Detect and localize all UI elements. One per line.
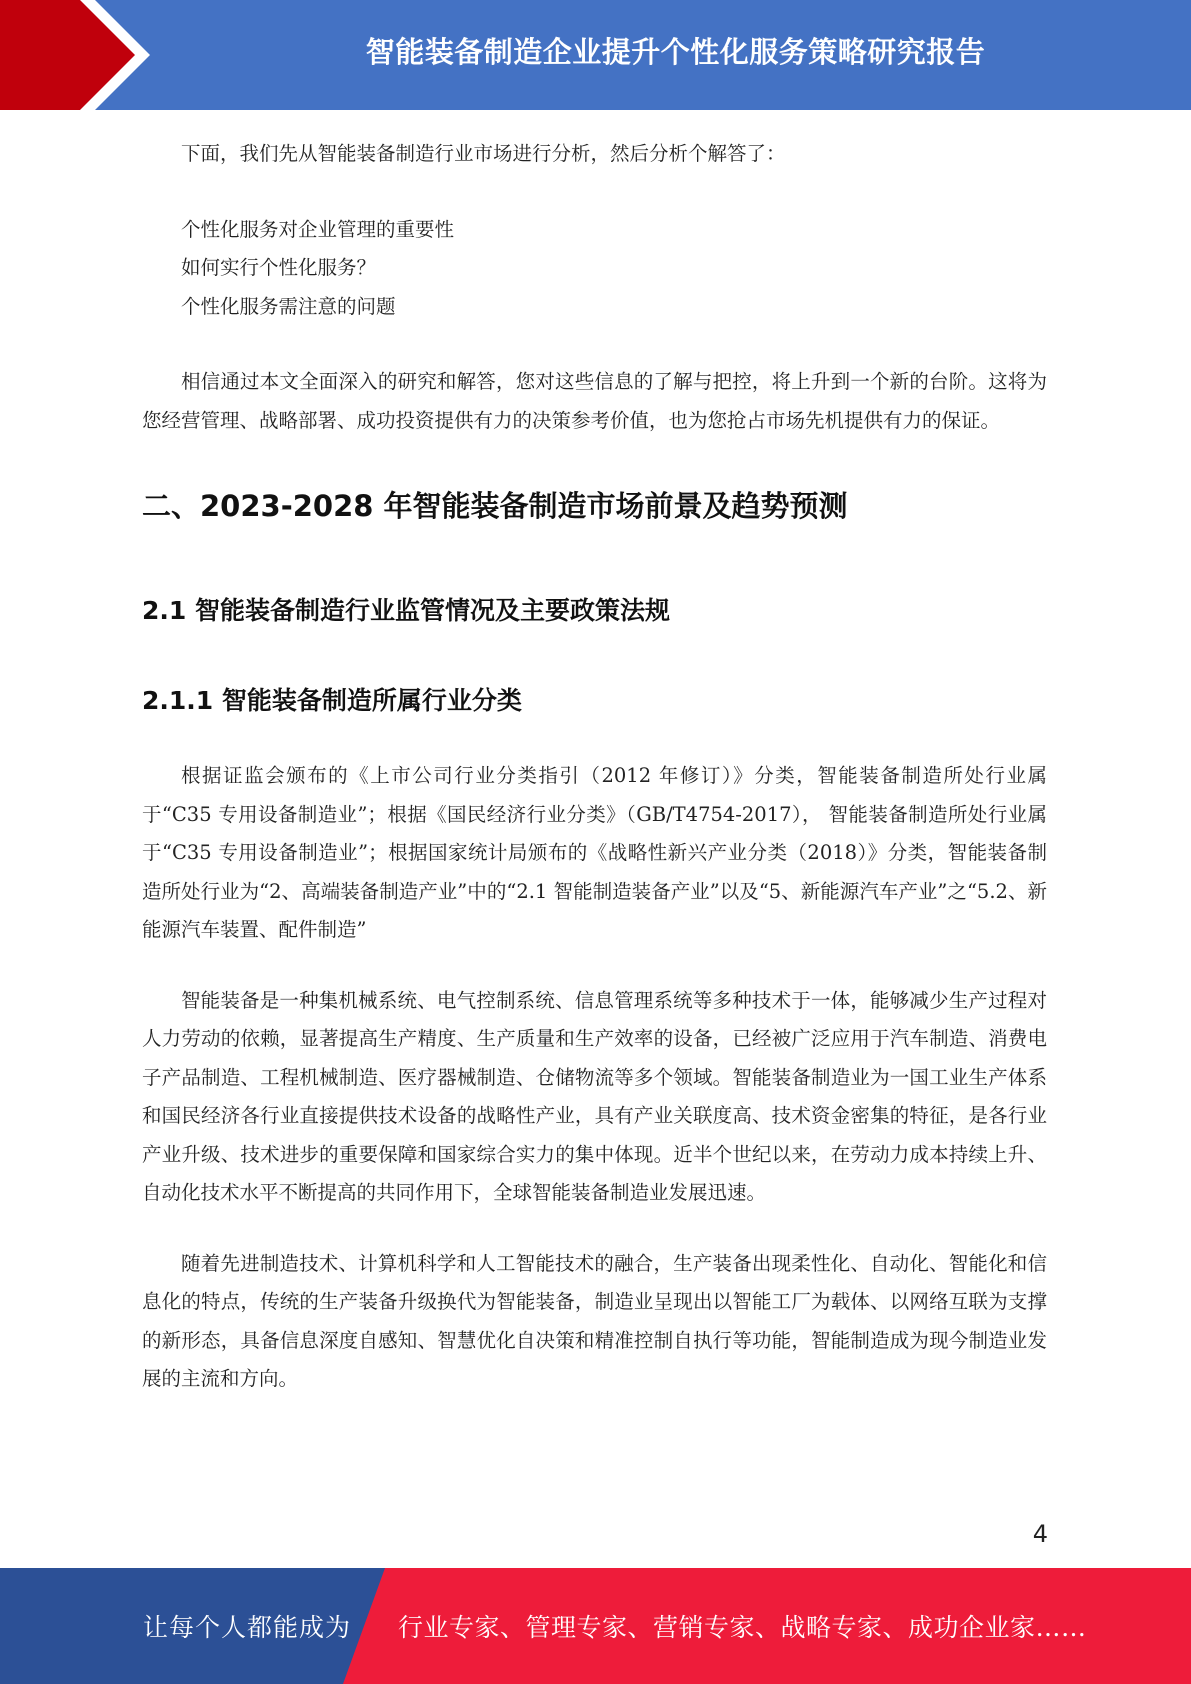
list-item: 个性化服务对企业管理的重要性 [181,217,455,241]
body-paragraph: 根据证监会颁布的《上市公司行业分类指引（2012 年修订）》分类，智能装备制造所处行业属于“C35 专用设备制造业”；根据《国民经济行业分类》（GB/T4754-2017）， 智能装备制造所处行业属于“C35 专用设备制造业”；根据国家统计局颁布的《战略性新兴产业分类（2018）》分类，智能装备制造所处行业为“2、高端装备制造产业”中的“2.1 智能制造装备产业”以及“5、新能源汽车产业”之“5.2、新能源汽车装置、配件制造” [142,764,1047,941]
intro-paragraph: 下面，我们先从智能装备制造行业市场进行分析，然后分析个解答了： [181,142,786,165]
list-item: 如何实行个性化服务？ [181,256,377,279]
body-paragraph: 随着先进制造技术、计算机科学和人工智能技术的融合，生产装备出现柔性化、自动化、智能化和信息化的特点，传统的生产装备升级换代为智能装备，制造业呈现出以智能工厂为载体、以网络互联为支撑的新形态，具备信息深度自感知、智慧优化自决策和精准控制自执行等功能，智能制造成为现今制造业发展的主流和方向。 [142,1251,1047,1390]
conclusion-paragraph: 相信通过本文全面深入的研究和解答，您对这些信息的了解与把控，将上升到一个新的台阶。这将为您经营管理、战略部署、成功投资提供有力的决策参考价值，也为您抢占市场先机提供有力的保证。 [142,370,1047,432]
page-number: 4 [1032,1520,1048,1548]
header-banner [0,0,1191,110]
section-heading: 二、2023-2028 年智能装备制造市场前景及趋势预测 [142,489,848,523]
subsection-heading: 2.1 智能装备制造行业监管情况及主要政策法规 [142,596,670,625]
footer-slogan: 让每个人都能成为 [143,1613,352,1642]
main-content [142,135,1047,1399]
list-item: 个性化服务需注意的问题 [181,294,396,318]
header-arrow-icon [0,0,140,110]
subsubsection-heading: 2.1.1 智能装备制造所属行业分类 [142,686,522,715]
body-paragraph: 智能装备是一种集机械系统、电气控制系统、信息管理系统等多种技术于一体，能够减少生产过程对人力劳动的依赖，显著提高生产精度、生产质量和生产效率的设备，已经被广泛应用于汽车制造、消费电子产品制造、工程机械制造、医疗器械制造、仓储物流等多个领域。智能装备制造业为一国工业生产体系和国民经济各行业直接提供技术设备的战略性产业，具有产业关联度高、技术资金密集的特征，是各行业产业升级、技术进步的重要保障和国家综合实力的集中体现。近半个世纪以来，在劳动力成本持续上升、自动化技术水平不断提高的共同作用下，全球智能装备制造业发展迅速。 [142,988,1047,1204]
question-list [142,211,1047,327]
footer-banner [0,1568,1191,1684]
report-title: 智能装备制造企业提升个性化服务策略研究报告 [365,34,986,69]
footer-roles: 行业专家、管理专家、营销专家、战略专家、成功企业家…… [398,1613,1087,1642]
